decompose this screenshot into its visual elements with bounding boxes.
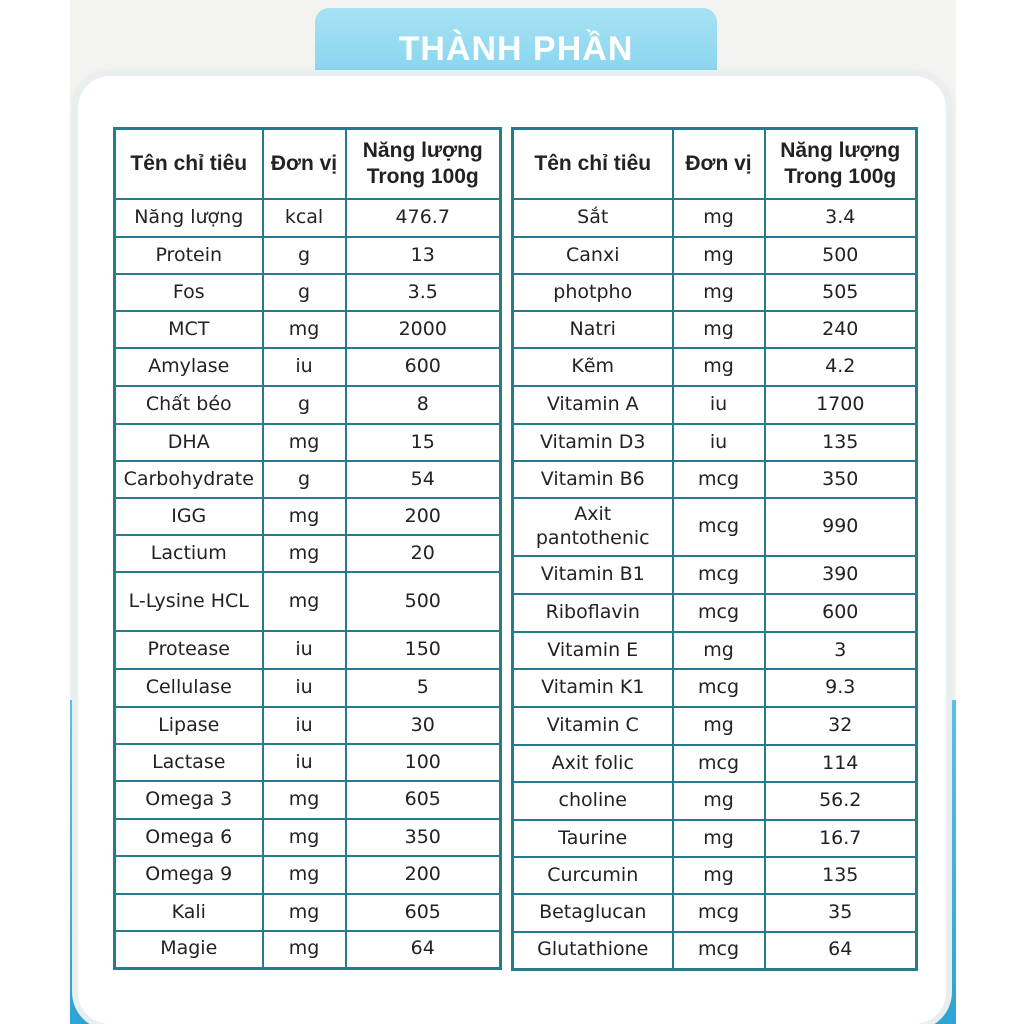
row-value-cell: 135 [765,424,917,461]
row-value-cell: 13 [346,237,501,274]
header-energy-line1: Năng lượng [362,138,483,162]
row-name-cell: Vitamin B1 [513,556,673,594]
table-row [513,498,917,556]
table-row [513,199,917,237]
row-name-cell: L-Lysine HCL [115,572,263,631]
row-unit-cell: iu [263,707,346,744]
row-value-cell: 350 [765,461,917,498]
row-name-cell: photpho [513,274,673,311]
row-unit-cell: mg [673,820,765,857]
row-value-cell: 32 [765,707,917,745]
row-unit-cell: mg [263,931,346,968]
row-name-cell: Riboflavin [513,594,673,632]
row-name-cell: Protein [115,237,263,274]
header-energy-line2: Trong 100g [784,165,897,188]
table-row [513,857,917,894]
row-name-cell: Năng lượng [115,199,263,237]
table-row [115,199,501,237]
row-name-cell: Fos [115,274,263,311]
row-unit-cell: mcg [673,498,765,556]
row-value-cell: 2000 [346,311,501,348]
row-unit-cell: kcal [263,199,346,237]
row-unit-cell: mg [673,274,765,311]
row-unit-cell: mg [263,311,346,348]
row-name-cell: Vitamin K1 [513,669,673,707]
row-value-cell: 9.3 [765,669,917,707]
row-value-cell: 200 [346,498,501,535]
table-row [513,632,917,669]
row-value-cell: 100 [346,744,501,781]
table-row [513,820,917,857]
row-unit-cell: mcg [673,461,765,498]
table-row [115,461,501,498]
table-row [115,819,501,856]
table-body-right [513,199,917,969]
row-value-cell: 350 [346,819,501,856]
row-unit-cell: mcg [673,669,765,707]
row-unit-cell: mg [673,707,765,745]
table-header-row [513,129,917,200]
row-unit-cell: g [263,237,346,274]
table-header-row [115,129,501,200]
row-name-cell: Glutathione [513,932,673,969]
table-row [513,237,917,274]
table-row [513,311,917,348]
table-row [513,894,917,932]
table-row [115,631,501,669]
table-row [513,594,917,632]
row-name-cell: Vitamin A [513,386,673,424]
row-name-cell: Curcumin [513,857,673,894]
row-value-cell: 135 [765,857,917,894]
nutrition-table-right [511,127,918,971]
row-unit-cell: mg [263,424,346,461]
table-row [115,669,501,707]
row-value-cell: 3 [765,632,917,669]
row-unit-cell: mg [673,632,765,669]
table-row [115,424,501,461]
table-row [115,498,501,535]
row-name-cell: MCT [115,311,263,348]
row-unit-cell: g [263,274,346,311]
row-name-cell: Carbohydrate [115,461,263,498]
row-value-cell: 15 [346,424,501,461]
row-name-cell: Kẽm [513,348,673,386]
row-value-cell: 114 [765,745,917,782]
row-name-cell: Magie [115,931,263,968]
table-row [115,572,501,631]
row-value-cell: 16.7 [765,820,917,857]
row-unit-cell: mg [673,311,765,348]
row-value-cell: 240 [765,311,917,348]
row-name-cell: Chất béo [115,386,263,424]
row-name-cell: Natri [513,311,673,348]
row-unit-cell: mcg [673,894,765,932]
table-row [115,311,501,348]
row-value-cell: 500 [765,237,917,274]
table-row [513,745,917,782]
table-row [115,348,501,386]
row-unit-cell: mcg [673,932,765,969]
row-unit-cell: mcg [673,745,765,782]
row-value-cell: 390 [765,556,917,594]
row-unit-cell: mg [673,857,765,894]
table-row [115,856,501,894]
row-value-cell: 30 [346,707,501,744]
row-unit-cell: mcg [673,556,765,594]
row-name-cell: choline [513,782,673,820]
row-name-cell: Amylase [115,348,263,386]
header-name: Tên chỉ tiêu [513,129,673,200]
row-name-cell: Omega 9 [115,856,263,894]
row-name-cell: Protease [115,631,263,669]
row-value-cell: 605 [346,781,501,819]
row-name-cell: Axit pantothenic [513,498,673,556]
row-value-cell: 5 [346,669,501,707]
row-unit-cell: g [263,461,346,498]
row-name-cell: Vitamin C [513,707,673,745]
table-row [513,386,917,424]
row-unit-cell: mg [673,237,765,274]
row-value-cell: 505 [765,274,917,311]
table-row [513,932,917,969]
row-unit-cell: mg [673,348,765,386]
row-unit-cell: iu [263,669,346,707]
table-row [513,461,917,498]
row-unit-cell: mg [263,781,346,819]
row-value-cell: 64 [346,931,501,968]
table-row [115,744,501,781]
row-unit-cell: iu [263,744,346,781]
nutrition-table-left [113,127,502,970]
row-unit-cell: mg [263,856,346,894]
table-row [115,386,501,424]
row-value-cell: 1700 [765,386,917,424]
row-unit-cell: iu [263,631,346,669]
row-value-cell: 605 [346,894,501,931]
header-energy-line1: Năng lượng [780,138,901,162]
row-unit-cell: mg [263,894,346,931]
row-name-cell: DHA [115,424,263,461]
row-name-cell: Omega 6 [115,819,263,856]
header-unit: Đơn vị [673,129,765,200]
row-value-cell: 476.7 [346,199,501,237]
table-row [513,348,917,386]
header-energy-line2: Trong 100g [366,165,479,188]
table-row [115,237,501,274]
row-value-cell: 35 [765,894,917,932]
row-value-cell: 500 [346,572,501,631]
row-name-cell: Lactium [115,535,263,572]
table-row [513,424,917,461]
header-energy [346,129,501,200]
row-unit-cell: mg [263,819,346,856]
row-unit-cell: mg [263,535,346,572]
page-title: THÀNH PHẦN [398,30,634,68]
table-row [513,707,917,745]
table-row [115,274,501,311]
row-name-cell: Axit folic [513,745,673,782]
row-unit-cell: mg [263,572,346,631]
row-name-cell: Canxi [513,237,673,274]
row-value-cell: 600 [346,348,501,386]
row-name-cell: Betaglucan [513,894,673,932]
row-value-cell: 3.4 [765,199,917,237]
row-value-cell: 56.2 [765,782,917,820]
header-energy [765,129,917,200]
row-name-cell: Vitamin D3 [513,424,673,461]
row-name-cell: Lipase [115,707,263,744]
row-name-cell: Sắt [513,199,673,237]
row-name-cell: Omega 3 [115,781,263,819]
row-name-cell: Kali [115,894,263,931]
row-value-cell: 20 [346,535,501,572]
row-value-cell: 150 [346,631,501,669]
row-value-cell: 64 [765,932,917,969]
row-unit-cell: g [263,386,346,424]
table-row [115,781,501,819]
row-unit-cell: mg [673,199,765,237]
row-value-cell: 3.5 [346,274,501,311]
row-name-cell: Cellulase [115,669,263,707]
table-row [115,894,501,931]
row-name-cell: Vitamin E [513,632,673,669]
table-row [513,274,917,311]
table-row [115,535,501,572]
row-name-cell: Vitamin B6 [513,461,673,498]
row-unit-cell: iu [263,348,346,386]
header-unit: Đơn vị [263,129,346,200]
row-unit-cell: iu [673,386,765,424]
table-row [513,669,917,707]
row-value-cell: 600 [765,594,917,632]
row-unit-cell: mg [673,782,765,820]
row-value-cell: 200 [346,856,501,894]
row-name-cell: Lactase [115,744,263,781]
row-value-cell: 8 [346,386,501,424]
header-name: Tên chỉ tiêu [115,129,263,200]
row-value-cell: 4.2 [765,348,917,386]
table-row [115,931,501,968]
row-name-cell: Taurine [513,820,673,857]
row-value-cell: 54 [346,461,501,498]
table-row [513,782,917,820]
row-value-cell: 990 [765,498,917,556]
table-row [115,707,501,744]
row-unit-cell: mcg [673,594,765,632]
table-body-left [115,199,501,968]
row-name-cell: IGG [115,498,263,535]
row-unit-cell: mg [263,498,346,535]
row-unit-cell: iu [673,424,765,461]
table-row [513,556,917,594]
